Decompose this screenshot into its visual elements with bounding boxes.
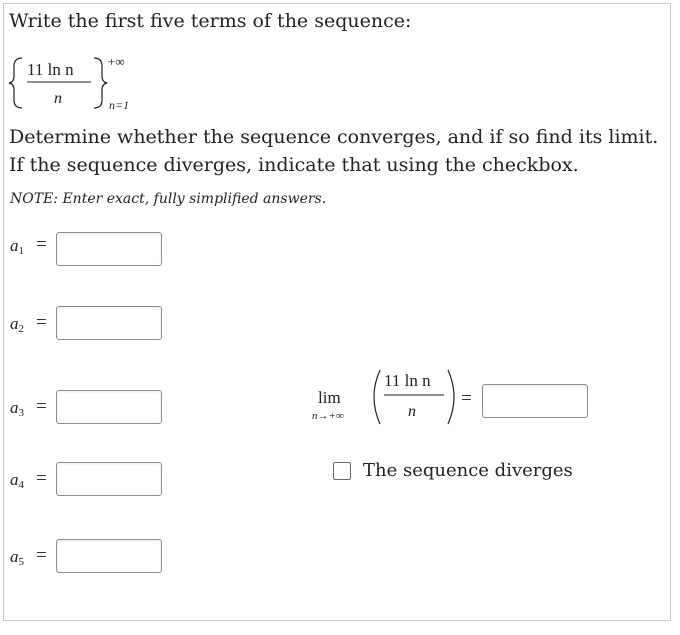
a4-input[interactable] (56, 462, 162, 496)
left-paren (374, 370, 380, 424)
right-brace (94, 58, 107, 108)
left-brace (9, 58, 22, 108)
sequence-lower-limit: n=1 (109, 98, 130, 112)
sequence-numerator: 11 ln n (27, 60, 74, 79)
limit-denominator: n (408, 403, 416, 420)
term-label-a4: a4 (10, 470, 24, 491)
term-label-a2: a2 (10, 314, 24, 335)
a1-input[interactable] (56, 232, 162, 266)
sequence-denominator: n (54, 90, 62, 107)
term-equals-a4: = (36, 468, 47, 489)
term-label-a5: a5 (10, 547, 24, 568)
sequence-expression (8, 50, 148, 116)
right-paren (448, 370, 454, 424)
prompt-line-3: If the sequence diverges, indicate that using the checkbox. (9, 154, 579, 176)
term-equals-a1: = (36, 234, 47, 255)
term-label-a1: a1 (10, 236, 24, 257)
term-equals-a3: = (36, 396, 47, 417)
a3-input[interactable] (56, 390, 162, 424)
limit-input[interactable] (482, 384, 588, 418)
term-equals-a5: = (36, 545, 47, 566)
limit-numerator: 11 ln n (384, 371, 431, 390)
diverges-checkbox[interactable] (333, 462, 351, 480)
a5-input[interactable] (56, 539, 162, 573)
sequence-upper-limit: +∞ (108, 54, 125, 69)
prompt-line-2: Determine whether the sequence converges, and if so find its limit. (9, 126, 659, 148)
limit-equals: = (461, 388, 472, 409)
lim-text: lim (318, 388, 341, 407)
lim-subscript: n→+∞ (312, 410, 344, 422)
note-text: NOTE: Enter exact, fully simplified answers. (10, 191, 327, 207)
a2-input[interactable] (56, 306, 162, 340)
term-label-a3: a3 (10, 398, 24, 419)
diverges-label[interactable]: The sequence diverges (363, 460, 573, 481)
limit-expression (308, 364, 484, 430)
prompt-line-1: Write the first five terms of the sequence: (9, 10, 412, 32)
term-equals-a2: = (36, 312, 47, 333)
